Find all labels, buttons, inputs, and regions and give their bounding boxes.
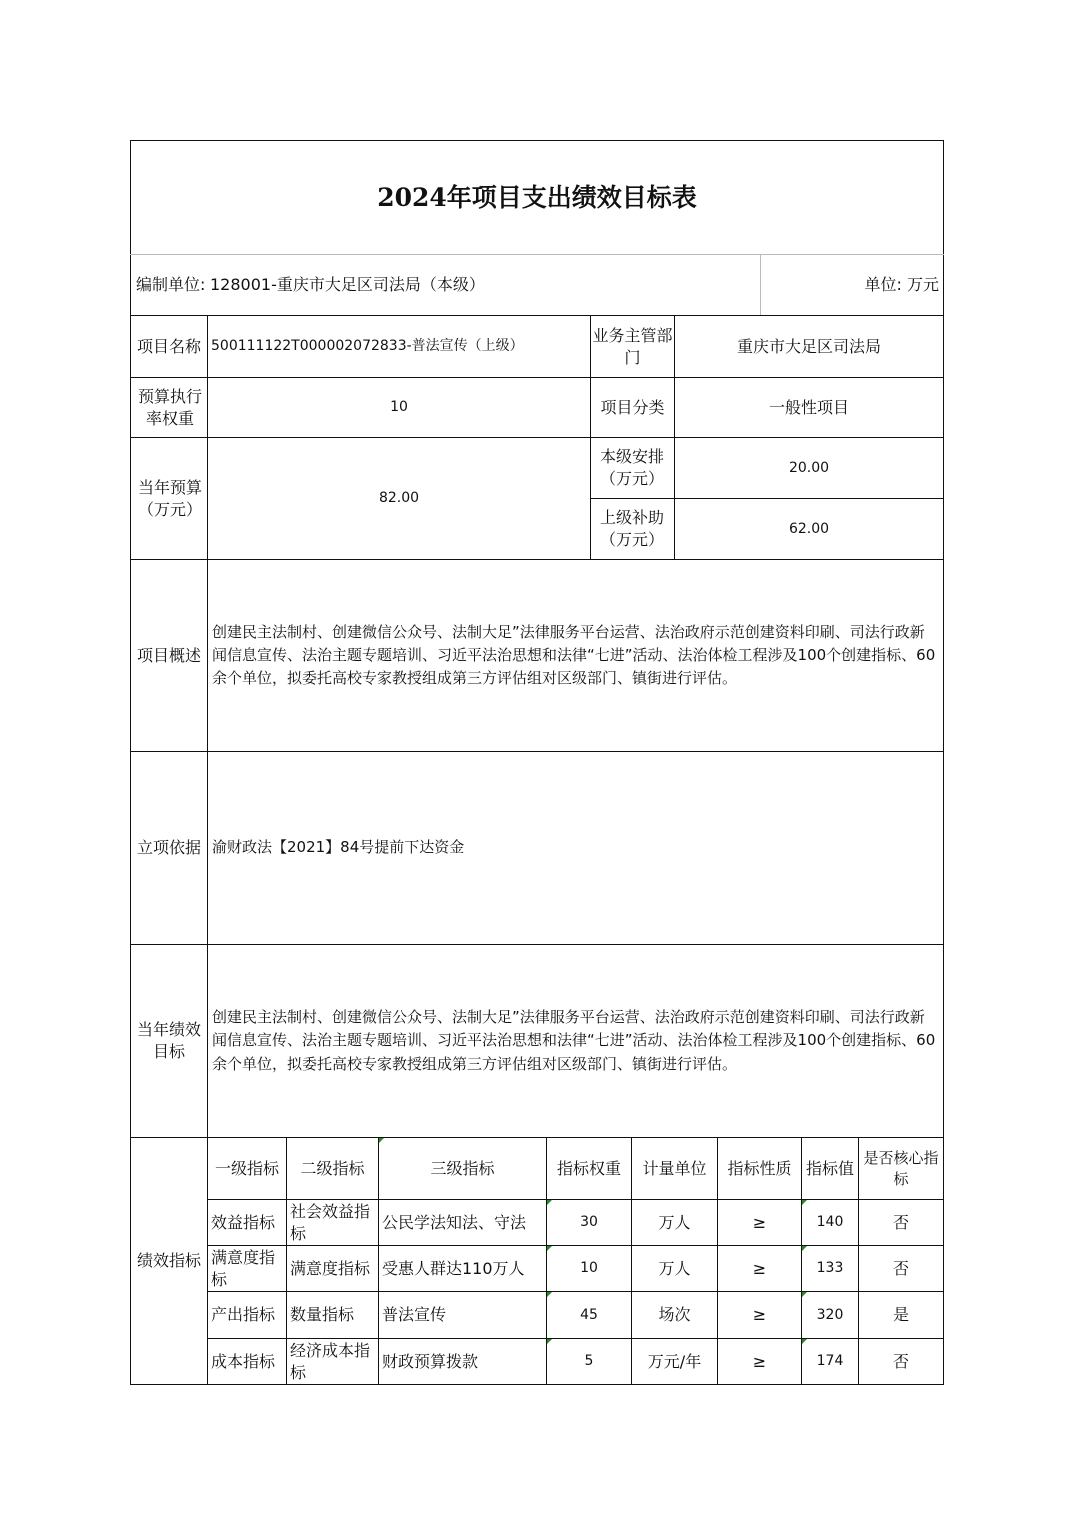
table-row-2-level2: 数量指标 <box>290 1305 355 1325</box>
table-row-3-level2: 经济成本指标 <box>290 1340 371 1382</box>
header-level3: 三级指标 <box>430 1158 495 1178</box>
subsidy-label: 上级补助（万元） <box>599 508 664 549</box>
indicators-label: 绩效指标 <box>136 1251 201 1271</box>
subsidy-value: 62.00 <box>788 520 830 537</box>
table-row-3-level3: 财政预算拨款 <box>382 1351 479 1371</box>
table-row-2-level3: 普法宣传 <box>382 1305 447 1325</box>
table-row-1-level2: 满意度指标 <box>290 1258 371 1278</box>
goal-text: 创建民主法制村、创建微信公众号、法制大足”法律服务平台运营、法治政府示范创建资料印刷、司法行政新闻信息宣传、法治主题专题培训、习近平法治思想和法律“七进”活动、法治体检工程涉及100个创建指标、60余个单位，拟委托高校专家教授组成第三方评估组对区级部门、镇街进行评估。 <box>212 1008 936 1073</box>
table-row-1-nature: ≥ <box>752 1258 767 1278</box>
table-row-3-core: 否 <box>892 1351 909 1371</box>
table-row-0-level2: 社会效益指标 <box>290 1201 371 1243</box>
header-core: 是否核心指标 <box>863 1149 939 1188</box>
unit-label: 单位: 万元 <box>864 275 939 295</box>
budget-value: 82.00 <box>378 490 420 507</box>
category-value: 一般性项目 <box>768 397 849 417</box>
budget-label: 当年预算（万元） <box>138 477 203 519</box>
table-row-0-nature: ≥ <box>752 1212 767 1232</box>
table-row-0-unit: 万人 <box>658 1212 691 1232</box>
table-row-2-core: 是 <box>892 1305 909 1325</box>
table-row-2-nature: ≥ <box>752 1305 767 1325</box>
table-row-0-level1: 效益指标 <box>211 1212 276 1232</box>
header-nature: 指标性质 <box>727 1158 792 1178</box>
goal-label: 当年绩效目标 <box>136 1020 201 1061</box>
basis-text: 渝财政法【2021】84号提前下达资金 <box>212 838 465 857</box>
table-row-1-level1: 满意度指标 <box>211 1247 276 1289</box>
org-label: 编制单位: <box>136 275 206 295</box>
table-row-0-core: 否 <box>892 1212 909 1232</box>
org-name: 128001-重庆市大足区司法局（本级） <box>210 275 485 295</box>
basis-label: 立项依据 <box>136 838 201 858</box>
table-row-1-level3: 受惠人群达110万人 <box>382 1258 525 1278</box>
table-row-1-unit: 万人 <box>658 1258 691 1278</box>
table-row-3-weight: 5 <box>584 1353 594 1370</box>
header-value: 指标值 <box>805 1158 854 1178</box>
table-row-3-level1: 成本指标 <box>211 1351 276 1371</box>
table-row-3-nature: ≥ <box>752 1351 767 1371</box>
table-row-2-unit: 场次 <box>658 1305 691 1325</box>
table-row-1-value: 133 <box>816 1260 844 1277</box>
table-row-0-level3: 公民学法知法、守法 <box>382 1212 527 1232</box>
header-level1: 一级指标 <box>214 1158 279 1178</box>
category-label: 项目分类 <box>600 397 665 417</box>
header-level2: 二级指标 <box>300 1158 365 1178</box>
local-label: 本级安排（万元） <box>599 447 664 488</box>
table-row-0-value: 140 <box>816 1214 844 1231</box>
page-title: 2024年项目支出绩效目标表 <box>377 182 697 212</box>
overview-label: 项目概述 <box>136 645 201 665</box>
dept-label: 业务主管部门 <box>592 325 673 367</box>
table-row-1-weight: 10 <box>580 1260 598 1277</box>
table-row-3-value: 174 <box>816 1353 844 1370</box>
project-name-label: 项目名称 <box>136 336 201 356</box>
table-row-2-value: 320 <box>816 1306 844 1323</box>
table-row-3-unit: 万元/年 <box>647 1351 702 1371</box>
table-row-2-level1: 产出指标 <box>211 1305 276 1325</box>
dept-value: 重庆市大足区司法局 <box>736 336 881 356</box>
weight-value: 10 <box>390 399 408 416</box>
header-unit: 计量单位 <box>642 1158 707 1178</box>
table-row-2-weight: 45 <box>580 1306 598 1323</box>
local-value: 20.00 <box>788 459 830 476</box>
table-row-1-core: 否 <box>892 1258 909 1278</box>
project-name: 500111122T000002072833-普法宣传（上级） <box>211 338 524 355</box>
weight-label: 预算执行率权重 <box>138 386 203 428</box>
table-row-0-weight: 30 <box>580 1214 598 1231</box>
header-weight: 指标权重 <box>556 1158 621 1178</box>
overview-text: 创建民主法制村、创建微信公众号、法制大足”法律服务平台运营、法治政府示范创建资料印刷、司法行政新闻信息宣传、法治主题专题培训、习近平法治思想和法律“七进”活动、法治体检工程涉及100个创建指标、60余个单位，拟委托高校专家教授组成第三方评估组对区级部门、镇街进行评估。 <box>212 622 936 688</box>
